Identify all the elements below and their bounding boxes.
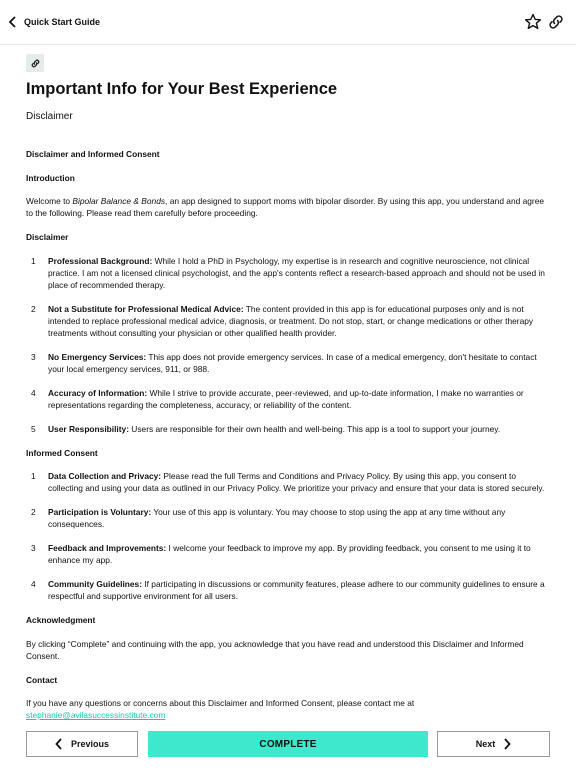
previous-button[interactable] (26, 731, 138, 757)
list-item-text: Your use of this app is voluntary. You may choose to stop using the app at any time without any consequences. (48, 507, 506, 529)
next-button[interactable] (437, 731, 550, 757)
list-item-number: 2 (31, 304, 36, 314)
link-icon (30, 58, 41, 69)
list-item-lead: User Responsibility: (48, 424, 129, 434)
list-item-number: 3 (31, 543, 36, 553)
section-heading-main: Disclaimer and Informed Consent (26, 149, 160, 159)
list-item-number: 3 (31, 352, 36, 362)
copy-link-chip[interactable] (26, 54, 44, 72)
list-item-text: While I strive to provide accurate, peer-reviewed, and up-to-date information, I make no warranties or representations regarding the completeness, accuracy, or reliability of the content. (48, 388, 524, 410)
section-heading-introduction: Introduction (26, 173, 75, 183)
acknowledgment-paragraph: By clicking “Complete” and continuing with the app, you acknowledge that you have read and understood this Disclaimer and Informed Consent. (26, 639, 524, 661)
contact-email-link[interactable]: stephanie@avilasuccessinstitute.com (26, 710, 166, 720)
section-heading-disclaimer: Disclaimer (26, 232, 69, 242)
complete-button[interactable] (148, 731, 428, 757)
page-title: Important Info for Your Best Experience (26, 80, 338, 98)
next-button-label: Next (475, 739, 496, 749)
list-item-number: 4 (31, 388, 36, 398)
list-item-text: If participating in discussions or community features, please adhere to our community guidelines to ensure a respectful and supportive environment for all users. (48, 579, 545, 601)
chevron-right-icon (503, 738, 511, 750)
list-item-number: 4 (31, 579, 36, 589)
list-item-number: 5 (31, 424, 36, 434)
intro-text-end: , an app designed to support moms with bipolar disorder. By using this app, you understand and agree to the following. Please read them carefully before proceeding. (26, 196, 545, 218)
page-subtitle: Disclaimer (26, 111, 73, 122)
list-item-text: I welcome your feedback to improve my app. By providing feedback, you consent to me using it to enhance my app. (48, 543, 531, 565)
back-button[interactable] (8, 12, 100, 32)
list-item-lead: Community Guidelines: (48, 579, 142, 589)
list-item-text: The content provided in this app is for educational purposes only and is not intended to replace professional medical advice, diagnosis, or treatment. Do not stop, start, or change medications or other therapy treatments without consulting your physician or other qualified health provider. (48, 304, 534, 338)
link-icon[interactable] (546, 12, 566, 32)
section-heading-acknowledgment: Acknowledgment (26, 615, 96, 625)
list-item-lead: Feedback and Improvements: (48, 543, 167, 553)
top-bar (0, 0, 576, 45)
intro-paragraph (26, 195, 550, 219)
list-item-lead: Participation is Voluntary: (48, 507, 152, 517)
list-item-text: Users are responsible for their own health and well-being. This app is a tool to support your journey. (128, 424, 501, 434)
chevron-left-icon (55, 738, 63, 750)
list-item-lead: Accuracy of Information: (48, 388, 148, 398)
complete-button-label: COMPLETE (259, 738, 317, 750)
contact-text: If you have any questions or concerns about this Disclaimer and Informed Consent, please contact me at (26, 698, 415, 708)
list-item-text: Please read the full Terms and Conditions and Privacy Policy. By using this app, you consent to collecting and using your data as outlined in our Privacy Policy. We prioritize your privacy and ensure that your data is stored securely. (48, 471, 545, 493)
intro-text-start: Welcome to (26, 196, 73, 206)
back-button-label: Quick Start Guide (24, 17, 101, 27)
section-heading-contact: Contact (26, 675, 58, 685)
contact-paragraph (26, 697, 550, 721)
list-item-lead: Data Collection and Privacy: (48, 471, 162, 481)
list-item-number: 1 (31, 471, 36, 481)
chevron-left-icon (8, 16, 18, 28)
list-item-number: 2 (31, 507, 36, 517)
list-item-number: 1 (31, 256, 36, 266)
list-item-lead: No Emergency Services: (48, 352, 147, 362)
app-name: Bipolar Balance & Bonds (72, 196, 166, 206)
list-item-text: While I hold a PhD in Psychology, my expertise is in research and cognitive neuroscience, not clinical practice. I am not a licensed clinical psychologist, and the app's contents reflect a research-based approach and should not be used in place of recommended therapy. (48, 256, 545, 290)
list-item-text: This app does not provide emergency services. In case of a medical emergency, don't hesitate to contact your local emergency services, 911, or 988. (48, 352, 537, 374)
previous-button-label: Previous (70, 739, 110, 749)
section-heading-informed-consent: Informed Consent (26, 448, 98, 458)
list-item-lead: Not a Substitute for Professional Medical Advice: (48, 304, 244, 314)
list-item-lead: Professional Background: (48, 256, 153, 266)
star-icon[interactable] (523, 12, 543, 32)
